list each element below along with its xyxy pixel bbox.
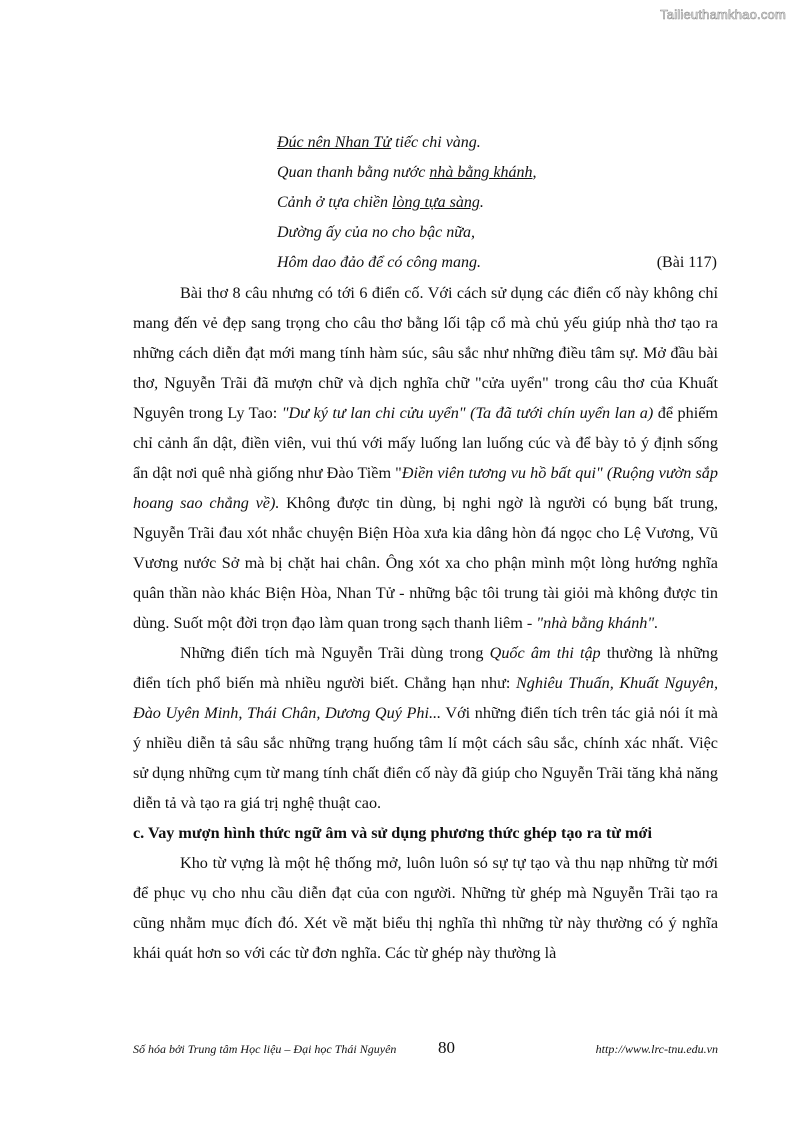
poem-text: . [479,194,484,211]
footer-source: Số hóa bởi Trung tâm Học liệu – Đại học Thái Nguyên [133,1042,397,1056]
paragraph-2 [133,638,718,818]
paragraph-3: Kho từ vựng là một hệ thống mở, luôn luôn só sự tự tạo và thu nạp những từ mới để phục vụ cho nhu cầu diễn đạt của con người. Những từ ghép mà Nguyễn Trãi tạo ra cũng nhằm mục đích đó. Xét về mặt biểu thị nghĩa thì những từ này thường có ý nghĩa khái quát hơn so với các từ đơn nghĩa. Các từ ghép này thường là [133,854,718,962]
poem-line [277,158,717,188]
paragraph-italic-quote: Điền viên tương vu hồ bất qui" (Ruộng vườn sắp hoang sao chẳng về). [133,464,718,512]
watermark: Tailieuthamkhao.com [660,7,786,22]
poem-line [277,218,717,248]
poem-text: , [532,164,537,181]
poem-block [277,128,717,278]
poem-line [277,248,717,278]
footer-url: http://www.lrc-tnu.edu.vn [595,1042,718,1056]
poem-text: Quan thanh bằng nước [277,164,430,181]
paragraph-text: Bài thơ 8 câu nhưng có tới 6 điển cố. Với cách sử dụng các điển cố này không chỉ mang đến vẻ đẹp sang trọng cho câu thơ bằng lối tập cổ mà chủ yếu giúp nhà thơ tạo ra những cách diễn đạt mới mang tính hàm súc, sâu sắc như những điều tâm sự. Mở đầu bài thơ, Nguyễn Trãi đã mượn chữ và dịch nghĩa chữ "cửa uyển" trong câu thơ của Khuất Nguyên trong Ly Tao: [133,284,718,422]
paragraph-italic-quote: "nhà bằng khánh". [536,614,659,632]
poem-underlined-phrase: Đúc nên Nhan Tử [277,134,392,151]
poem-text: Hôm dao đảo để có công mang. [277,254,481,271]
poem-text: Cảnh ở tựa chiền [277,194,393,211]
paragraph-italic-title: Quốc âm thi tập [489,644,601,662]
paragraph-1 [133,278,718,638]
paragraph-text: Những điển tích mà Nguyễn Trãi dùng trong [180,644,490,662]
poem-line [277,128,717,158]
paragraph-text: để phiếm chỉ cảnh ẩn dật, điền viên, vui thú với mấy luống lan luống cúc và để bày tỏ ý định sống ẩn dật nơi quê nhà giống như Đào Tiềm " [133,404,719,482]
page-footer [133,1038,718,1064]
paragraph-text: thường là những điển tích phổ biến mà nhiều người biết. Chẳng hạn như: [133,644,718,692]
paragraph-italic-quote: "Dư ký tư lan chi cửu uyển" (Ta đã tưới chín uyển lan a) [281,404,654,422]
body-text [133,278,718,968]
paragraph-text: Với những điển tích trên tác giả nói ít mà ý nhiều diễn tả sâu sắc những trạng huống tâm lí một cách sâu sắc, chính xác nhất. Việc sử dụng những cụm từ mang tính chất điển cố này đã giúp cho Nguyễn Trãi tăng khả năng diễn tả và tạo ra giá trị nghệ thuật cao. [133,704,718,812]
paragraph-italic-names: Nghiêu Thuấn, Khuất Nguyên, Đào Uyên Minh, Thái Chân, Dương Quý Phi... [133,674,718,722]
poem-text: tiếc chi vàng. [391,134,481,151]
poem-line [277,188,717,218]
poem-text: Dường ấy của no cho bậc nữa, [277,224,475,241]
section-heading: c. Vay mượn hình thức ngữ âm và sử dụng phương thức ghép tạo ra từ mới [133,824,652,842]
poem-underlined-phrase: nhà bằng khánh [429,164,533,181]
poem-underlined-phrase: lòng tựa sàng [392,194,480,211]
page-number: 80 [438,1038,455,1057]
poem-reference: (Bài 117) [656,254,717,271]
paragraph-text: Không được tin dùng, bị nghi ngờ là người có bụng bất trung, Nguyễn Trãi đau xót nhắc chuyện Biện Hòa xưa kia dâng hòn đá ngọc cho Lệ Vương, Vũ Vương nước Sở mà bị chặt hai chân. Ông xót xa cho phận mình một lòng hướng nghĩa quân thần nào khác Biện Hòa, Nhan Tử - những bậc tôi trung tài giỏi mà không được tin dùng. Suốt một đời trọn đạo làm quan trong sạch thanh liêm - [133,494,718,632]
